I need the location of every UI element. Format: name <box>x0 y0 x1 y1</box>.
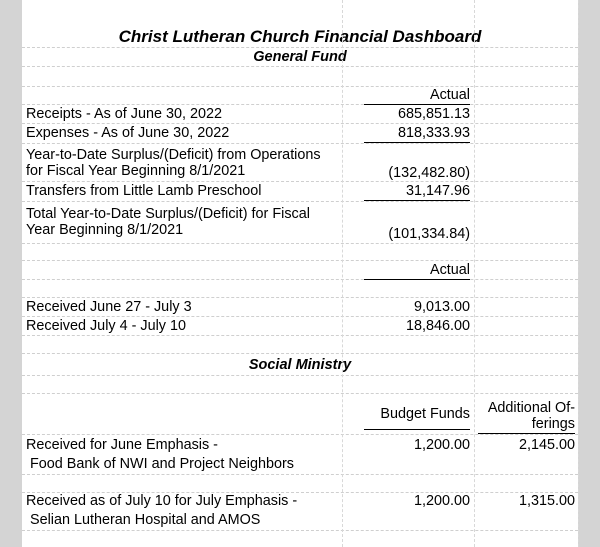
week2-row <box>22 317 578 336</box>
additional-offerings-header-line2: ferings <box>478 416 575 434</box>
general-fund-heading: General Fund <box>253 49 347 65</box>
blank-row <box>22 475 578 493</box>
blank-row <box>22 280 578 298</box>
social-ministry-heading: Social Ministry <box>248 357 352 373</box>
transfers-label: Transfers from Little Lamb Preschool <box>26 183 262 199</box>
expenses-value: 818,333.93 <box>364 125 470 143</box>
ytd-label-line2: for Fiscal Year Beginning 8/1/2021 <box>26 163 246 179</box>
actual-column-header-2: Actual <box>364 262 470 280</box>
grid-line <box>578 0 579 547</box>
receipts-row <box>22 105 578 124</box>
grid-line <box>342 0 343 547</box>
actual-header-row-2 <box>22 261 578 280</box>
social-ministry-heading-row <box>22 354 578 376</box>
week1-row <box>22 298 578 317</box>
ytd-surplus-row <box>22 144 578 182</box>
title-row <box>22 26 578 48</box>
june-budget-value: 1,200.00 <box>413 437 470 453</box>
budget-funds-header: Budget Funds <box>364 406 470 430</box>
june-additional-value: 2,145.00 <box>518 437 575 453</box>
ytd-value: (132,482.80) <box>388 165 470 181</box>
expenses-label: Expenses - As of June 30, 2022 <box>26 125 230 141</box>
week2-label: Received July 4 - July 10 <box>26 318 186 334</box>
june-emphasis-row <box>22 435 578 475</box>
week2-value: 18,846.00 <box>405 318 470 334</box>
blank-row <box>22 376 578 394</box>
additional-offerings-header-line1: Additional Of- <box>487 400 575 416</box>
total-ytd-label-line2: Year Beginning 8/1/2021 <box>26 222 184 238</box>
june-emphasis-label-line1: Received for June Emphasis - <box>26 437 218 453</box>
right-gutter <box>578 0 600 547</box>
receipts-label: Receipts - As of June 30, 2022 <box>26 106 222 122</box>
left-gutter <box>0 0 22 547</box>
july-additional-value: 1,315.00 <box>518 493 575 509</box>
blank-row <box>22 67 578 87</box>
social-column-header-row <box>22 394 578 435</box>
blank-row <box>22 244 578 261</box>
blank-row <box>22 336 578 354</box>
week1-value: 9,013.00 <box>413 299 470 315</box>
july-budget-value: 1,200.00 <box>413 493 470 509</box>
general-fund-heading-row <box>22 48 578 67</box>
grid-line <box>474 0 475 547</box>
july-emphasis-label-line2: Selian Lutheran Hospital and AMOS <box>30 512 261 528</box>
expenses-row <box>22 124 578 144</box>
receipts-value: 685,851.13 <box>397 106 470 122</box>
total-ytd-value: (101,334.84) <box>388 226 470 242</box>
dashboard-title: Christ Lutheran Church Financial Dashboard <box>118 27 482 46</box>
total-ytd-label-line1: Total Year-to-Date Surplus/(Deficit) for Fiscal <box>26 206 310 222</box>
june-emphasis-label-line2: Food Bank of NWI and Project Neighbors <box>30 456 294 472</box>
transfers-value: 31,147.96 <box>364 183 470 201</box>
total-ytd-row <box>22 202 578 244</box>
week1-label: Received June 27 - July 3 <box>26 299 192 315</box>
ytd-label-line1: Year-to-Date Surplus/(Deficit) from Operations <box>26 147 321 163</box>
july-emphasis-row <box>22 493 578 531</box>
actual-header-row <box>22 87 578 105</box>
july-emphasis-label-line1: Received as of July 10 for July Emphasis - <box>26 493 298 509</box>
transfers-row <box>22 182 578 202</box>
actual-column-header: Actual <box>364 87 470 105</box>
